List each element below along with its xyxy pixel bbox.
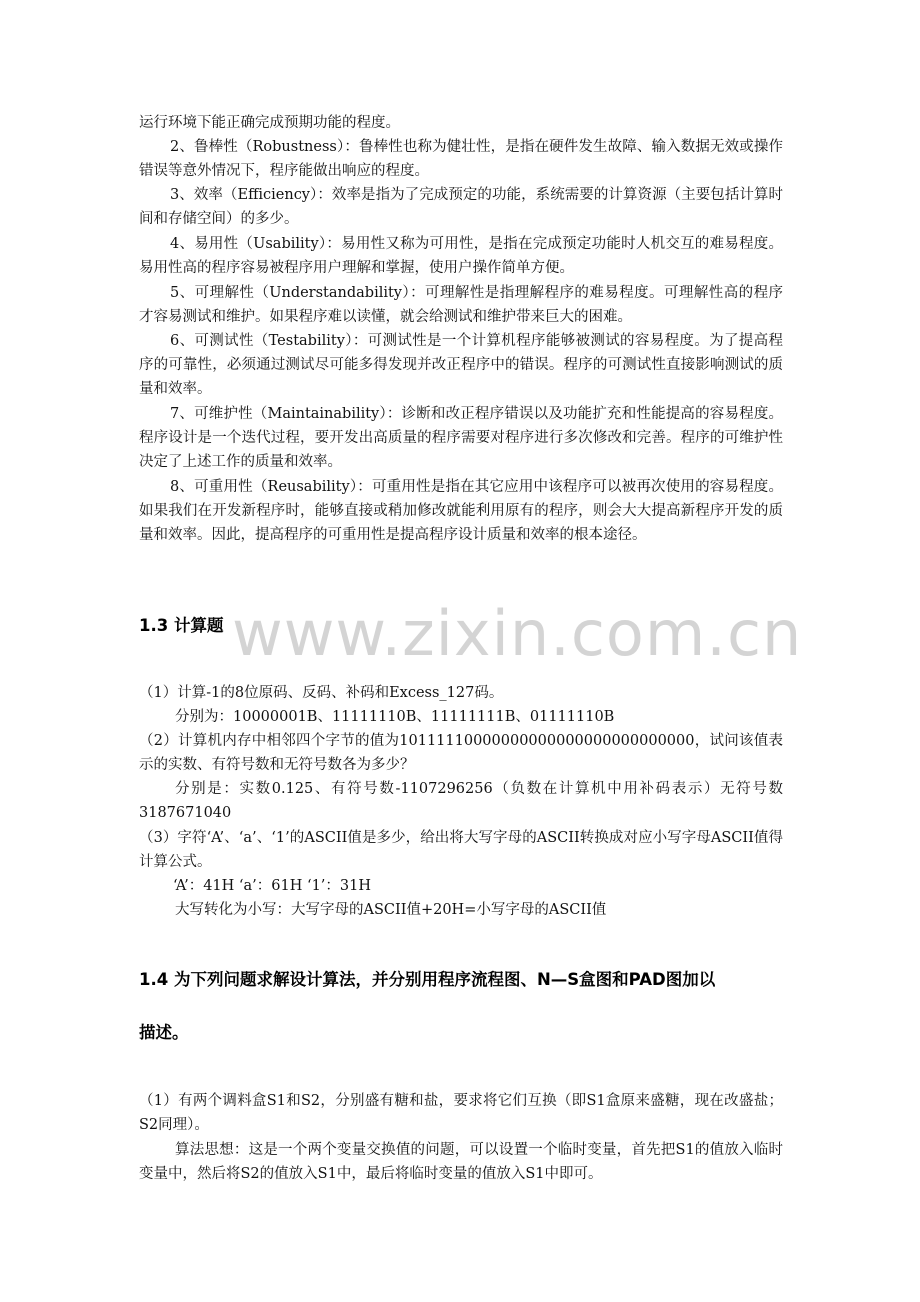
answer-2: 分别是：实数0.125、有符号数-1107296256（负数在计算机中用补码表示）无符号数3187671040: [139, 781, 783, 821]
maintainability-paragraph: 7、可维护性（Maintainability）：诊断和改正程序错误以及功能扩充和性能提高的容易程度。程序设计是一个迭代过程，要开发出高质量的程序需要对程序进行多次修改和完善。程序的可维护性决定了上述工作的质量和效率。: [139, 406, 783, 470]
answer-3-formula: 大写转化为小写：大写字母的ASCII值+20H=小写字母的ASCII值: [175, 902, 607, 918]
watermark: www.zixin.com.cn: [232, 597, 803, 670]
question-3: （3）字符‘A’、‘a’、‘1’的ASCII值是多少，给出将大写字母的ASCII转换成对应小写字母ASCII值得计算公式。: [139, 830, 783, 870]
section-heading-1-4-line1: 1.4 为下列问题求解设计算法，并分别用程序流程图、N—S盒图和PAD图加以: [139, 970, 716, 989]
robustness-paragraph: 2、鲁棒性（Robustness）：鲁棒性也称为健壮性，是指在硬件发生故障、输入数据无效或操作错误等意外情况下，程序能做出响应的程度。: [139, 139, 783, 179]
question-2: （2）计算机内存中相邻四个字节的值为10111110000000000000000000000000，试问该值表示的实数、有符号数和无符号数各为多少？: [139, 733, 783, 773]
understandability-paragraph: 5、可理解性（Understandability）：可理解性是指理解程序的难易程度。可理解性高的程序才容易测试和维护。如果程序难以读懂，就会给测试和维护带来巨大的困难。: [139, 285, 783, 325]
section-heading-1-3: 1.3 计算题: [139, 616, 224, 635]
section-heading-1-4-line2: 描述。: [139, 1023, 189, 1042]
answer-1-4-1: 算法思想：这是一个两个变量交换值的问题，可以设置一个临时变量，首先把S1的值放入临时变量中，然后将S2的值放入S1中，最后将临时变量的值放入S1中即可。: [139, 1142, 783, 1182]
continuation-paragraph: 运行环境下能正确完成预期功能的程度。: [139, 115, 400, 131]
answer-1: 分别为：10000001B、11111110B、11111111B、01111110B: [175, 709, 615, 725]
question-1: （1）计算-1的8位原码、反码、补码和Excess_127码。: [139, 685, 504, 701]
testability-paragraph: 6、可测试性（Testability）：可测试性是一个计算机程序能够被测试的容易程度。为了提高程序的可靠性，必须通过测试尽可能多得发现并改正程序中的错误。程序的可测试性直接影响测试的质量和效率。: [139, 333, 783, 397]
answer-3-values: ‘A’：41H ‘a’：61H ‘1’：31H: [173, 878, 372, 894]
question-1-4-1: （1）有两个调料盒S1和S2，分别盛有糖和盐，要求将它们互换（即S1盒原来盛糖，现在改盛盐；S2同理）。: [139, 1093, 783, 1133]
efficiency-paragraph: 3、效率（Efficiency）：效率是指为了完成预定的功能，系统需要的计算资源（主要包括计算时间和存储空间）的多少。: [139, 187, 783, 227]
usability-paragraph: 4、易用性（Usability）：易用性又称为可用性，是指在完成预定功能时人机交互的难易程度。易用性高的程序容易被程序用户理解和掌握，使用户操作简单方便。: [139, 236, 783, 276]
reusability-paragraph: 8、可重用性（Reusability）：可重用性是指在其它应用中该程序可以被再次使用的容易程度。如果我们在开发新程序时，能够直接或稍加修改就能利用原有的程序，则会大大提高新程序开发的质量和效率。因此，提高程序的可重用性是提高程序设计质量和效率的根本途径。: [139, 479, 783, 543]
